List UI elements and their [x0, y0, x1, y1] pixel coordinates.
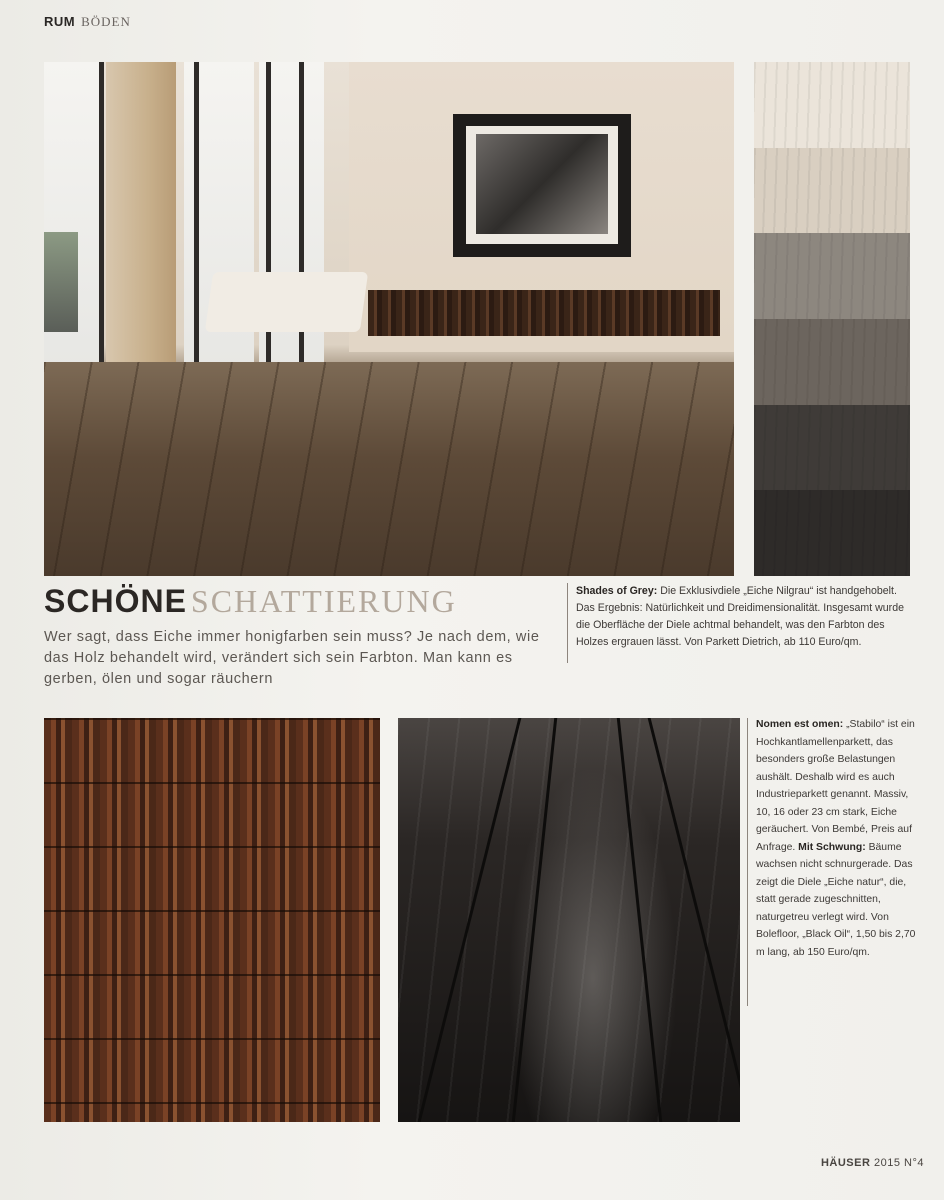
wood-swatch — [754, 405, 910, 492]
issue-year: 2015 — [873, 1157, 901, 1169]
wood-sample-strip — [754, 62, 910, 576]
magazine-name: HÄUSER — [820, 1157, 871, 1169]
caption-title-stabilo: Nomen est omen: — [756, 719, 844, 730]
wood-swatch — [754, 233, 910, 320]
headline-bold: SCHÖNE — [44, 583, 187, 619]
headline — [44, 583, 457, 620]
caption-text-schwung: Bäume wachsen nicht schnurgerade. Das zeigt die Diele „Eiche natur“, die, statt gerade zugeschnitten, naturgetreu verlegt wird. Von Bolefloor, „Black Oil“, 1,50 bis 2,70 m lang, ab 150 Euro/qm. — [756, 841, 916, 958]
caption-rule — [567, 583, 568, 663]
caption-title: Shades of Grey: — [576, 585, 658, 597]
section-header — [44, 14, 131, 30]
caption-text-stabilo: „Stabilo“ ist ein Hochkantlamellenparkett, das besonders große Belastungen aushält. Deshalb wird es auch Industrieparkett genannt. Massiv, 10, 16 oder 23 cm stark, Eiche geräuchert. Von Bembé, Preis auf Anfrage. — [756, 719, 915, 853]
caption-rule-right — [747, 718, 748, 1006]
headline-light: SCHATTIERUNG — [190, 583, 457, 619]
wood-swatch — [754, 62, 910, 149]
lead-text: Wer sagt, dass Eiche immer honigfarben sein muss? Je nach dem, wie das Holz behandelt wird, verändert sich sein Farbton. Man kann es gerben, ölen und sogar räuchern — [44, 629, 540, 687]
caption-shades-of-grey — [576, 583, 908, 651]
issue-number: N°4 — [904, 1157, 924, 1169]
caption-title-schwung: Mit Schwung: — [798, 841, 866, 853]
wood-swatch — [754, 490, 910, 576]
topic-label: BÖDEN — [81, 14, 131, 29]
caption-text: Die Exklusivdiele „Eiche Nilgrau“ ist handgehobelt. Das Ergebnis: Natürlichkeit und Dreidimensionalität. Insgesamt wurde die Oberfläche der Diele achtmal behandelt, was den Farbton des Holzes ergrauen lässt. Von Parkett Dietrich, ab 110 Euro/qm. — [576, 585, 904, 648]
wood-swatch — [754, 148, 910, 235]
section-label: RUM — [44, 14, 76, 29]
parquet-photo — [44, 718, 380, 1122]
folio — [821, 1157, 924, 1169]
caption-right — [756, 716, 916, 961]
living-room-photo — [44, 62, 734, 576]
oak-plank-photo — [398, 718, 740, 1122]
wood-swatch — [754, 319, 910, 406]
